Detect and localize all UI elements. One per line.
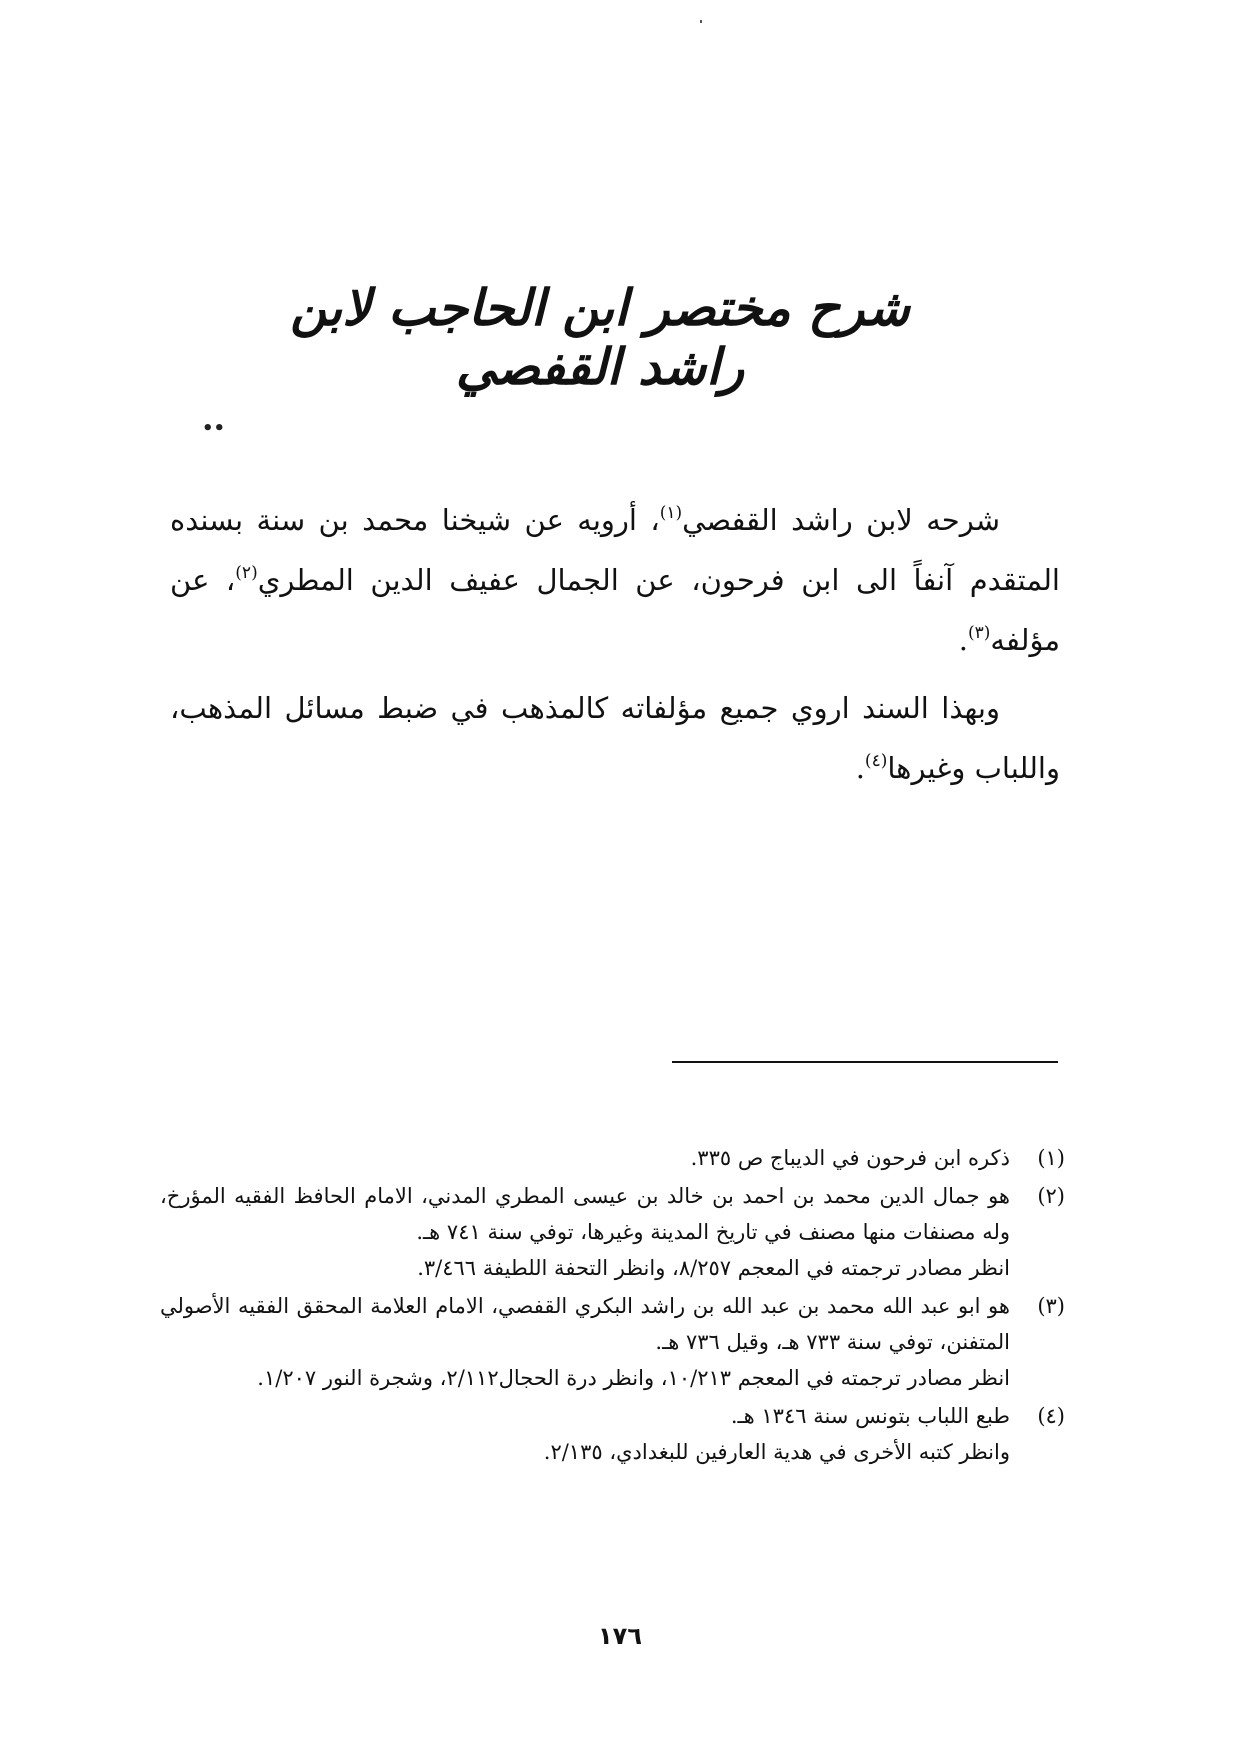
footnote-2 xyxy=(160,1178,1065,1286)
footnote-text xyxy=(160,1398,1010,1470)
paragraph-2-part-b: . xyxy=(855,751,865,785)
footnotes xyxy=(160,1140,1065,1472)
paragraph-2 xyxy=(170,678,1060,798)
paragraph-1-part-a: شرحه لابن راشد القفصي xyxy=(682,503,1000,537)
scan-speck xyxy=(700,20,702,23)
footnote-line: ذكره ابن فرحون في الديباج ص ٣٣٥. xyxy=(690,1146,1010,1170)
paragraph-2-part-a: وبهذا السند اروي جميع مؤلفاته كالمذهب في ضبط مسائل المذهب، واللباب وغيرها xyxy=(170,691,1060,785)
footnote-line: انظر مصادر ترجمته في المعجم ٨/٢٥٧، وانظر التحفة اللطيفة ٣/٤٦٦. xyxy=(417,1256,1010,1280)
paragraph-1-part-d: . xyxy=(958,623,968,657)
footnote-number: (٣) xyxy=(1037,1294,1065,1318)
footnote-1 xyxy=(160,1140,1065,1176)
footnote-4 xyxy=(160,1398,1065,1470)
footnote-line: هو ابو عبد الله محمد بن عبد الله بن راشد البكري القفصي، الامام العلامة المحقق الفقيه الأصولي المتفنن، توفي سنة ٧٣٣ هـ، وقيل ٧٣٦ هـ. xyxy=(160,1294,1010,1354)
footnote-number: (١) xyxy=(1037,1146,1065,1170)
stray-mark: •• xyxy=(202,418,226,439)
footnote-ref-3: (٣) xyxy=(968,623,991,643)
page-number: ١٧٦ xyxy=(598,1622,642,1650)
footnote-line: انظر مصادر ترجمته في المعجم ١٠/٢١٣، وانظر درة الحجال٢/١١٢، وشجرة النور ١/٢٠٧. xyxy=(257,1366,1010,1390)
footnote-number: (٤) xyxy=(1037,1404,1065,1428)
footnote-3 xyxy=(160,1288,1065,1396)
footnote-number: (٢) xyxy=(1037,1184,1065,1208)
footnote-ref-2: (٢) xyxy=(235,563,258,583)
page-title: شرح مختصر ابن الحاجب لابن راشد القفصي xyxy=(290,278,910,396)
paragraph-1 xyxy=(170,490,1060,670)
footnote-text xyxy=(160,1140,1010,1176)
footnote-separator xyxy=(672,1061,1058,1063)
footnote-line: هو جمال الدين محمد بن احمد بن خالد بن عيسى المطري المدني، الامام الحافظ الفقيه المؤرخ، وله مصنفات منها مصنف في تاريخ المدينة وغيرها، توفي سنة ٧٤١ هـ. xyxy=(160,1184,1010,1244)
footnote-line: وانظر كتبه الأخرى في هدية العارفين للبغدادي، ٢/١٣٥. xyxy=(543,1440,1010,1464)
footnote-line: طبع اللباب بتونس سنة ١٣٤٦ هـ. xyxy=(730,1404,1010,1428)
footnote-ref-4: (٤) xyxy=(864,751,888,771)
footnote-text xyxy=(160,1288,1010,1396)
body-text xyxy=(170,490,1060,798)
footnote-text xyxy=(160,1178,1010,1286)
footnote-ref-1: (١) xyxy=(659,503,683,523)
paragraph-1-part-b: ، أرويه عن شيخنا محمد بن سنة بسنده المتقدم آنفاً الى ابن فرحون، عن الجمال عفيف الدين المطري xyxy=(170,503,1060,597)
paragraph-1-part-c: ، عن مؤلفه xyxy=(170,563,1060,657)
